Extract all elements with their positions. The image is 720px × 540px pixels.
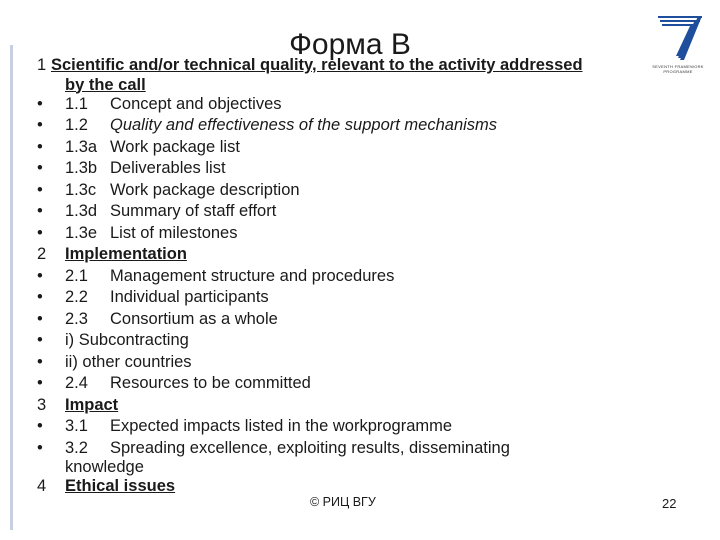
- list-item: [37, 158, 647, 180]
- item-number: 1.3c: [65, 180, 97, 199]
- bullet: •: [37, 288, 43, 306]
- item-number: 1.3b: [65, 159, 98, 177]
- item-text: Spreading excellence, exploiting results, disseminating: [110, 438, 510, 457]
- left-accent-bar: [10, 45, 13, 530]
- item-text: Individual participants: [110, 288, 269, 306]
- item-number: 1.2: [65, 116, 88, 134]
- item-number: 1.3e: [65, 223, 98, 242]
- item-text-continued: knowledge: [65, 458, 144, 476]
- section-number: 3: [37, 395, 47, 414]
- bullet: •: [37, 223, 43, 242]
- bullet: •: [37, 266, 43, 285]
- item-number: 1.1: [65, 94, 88, 113]
- item-number: 2.3: [65, 309, 88, 328]
- logo-caption: SEVENTH FRAMEWORK PROGRAMME: [652, 64, 704, 74]
- section-number: 2: [37, 245, 47, 263]
- item-number: 3.2: [65, 438, 88, 457]
- bullet: •: [37, 137, 43, 156]
- list-item: [37, 180, 647, 202]
- item-text: Consortium as a whole: [110, 309, 278, 328]
- list-item: [37, 223, 647, 245]
- bullet: •: [37, 116, 43, 134]
- bullet: •: [37, 438, 43, 457]
- list-item: [37, 373, 647, 395]
- section-title: Ethical issues: [65, 477, 176, 495]
- bullet: •: [37, 202, 43, 220]
- item-text: Concept and objectives: [110, 94, 282, 113]
- item-text: Quality and effectiveness of the support mechanisms: [110, 116, 498, 134]
- list-item-continued: [37, 459, 647, 476]
- outline-list: [37, 55, 647, 498]
- section-3: [37, 395, 647, 417]
- list-item: [37, 438, 647, 460]
- list-item: [37, 201, 647, 223]
- bullet: •: [37, 180, 43, 199]
- item-text: ii) other countries: [65, 352, 192, 371]
- slide-title: Форма В: [289, 28, 411, 61]
- item-text: i) Subcontracting: [65, 331, 189, 349]
- item-number: 1.3a: [65, 137, 98, 156]
- item-text: Management structure and procedures: [110, 266, 395, 285]
- bullet: •: [37, 309, 43, 328]
- list-item: [37, 330, 647, 352]
- list-item: [37, 287, 647, 309]
- list-item: [37, 352, 647, 374]
- item-number: 2.1: [65, 266, 88, 285]
- item-number: 3.1: [65, 417, 88, 435]
- bullet: •: [37, 159, 43, 177]
- item-text: Work package list: [110, 137, 240, 156]
- list-item: [37, 137, 647, 159]
- section-2: [37, 244, 647, 266]
- item-number: 2.2: [65, 288, 88, 306]
- item-text: Deliverables list: [110, 159, 226, 177]
- section-title: Scientific and/or technical quality, relevant to the activity addressed: [51, 56, 583, 74]
- item-text: Expected impacts listed in the workprogramme: [110, 417, 453, 435]
- item-text: Summary of staff effort: [110, 202, 277, 220]
- item-number: 1.3d: [65, 202, 98, 220]
- item-text: List of milestones: [110, 223, 238, 242]
- bullet: •: [37, 94, 43, 113]
- list-item: [37, 266, 647, 288]
- footer-copyright: © РИЦ ВГУ: [310, 495, 376, 509]
- section-1: [37, 55, 647, 77]
- list-item: [37, 115, 647, 137]
- section-title-continued: by the call: [65, 75, 146, 94]
- section-number: 1: [37, 56, 47, 74]
- bullet: •: [37, 352, 43, 371]
- item-text: Work package description: [110, 180, 300, 199]
- section-title: Implementation: [65, 245, 187, 263]
- page-number: 22: [662, 496, 677, 511]
- bullet: •: [37, 417, 43, 435]
- bullet: •: [37, 374, 43, 392]
- list-item: [37, 309, 647, 331]
- section-1-continued: [37, 77, 647, 94]
- list-item: [37, 416, 647, 438]
- item-text: Resources to be committed: [110, 374, 311, 392]
- section-title: Impact: [65, 395, 119, 414]
- section-number: 4: [37, 477, 47, 495]
- list-item: [37, 94, 647, 116]
- item-number: 2.4: [65, 374, 88, 392]
- bullet: •: [37, 331, 43, 349]
